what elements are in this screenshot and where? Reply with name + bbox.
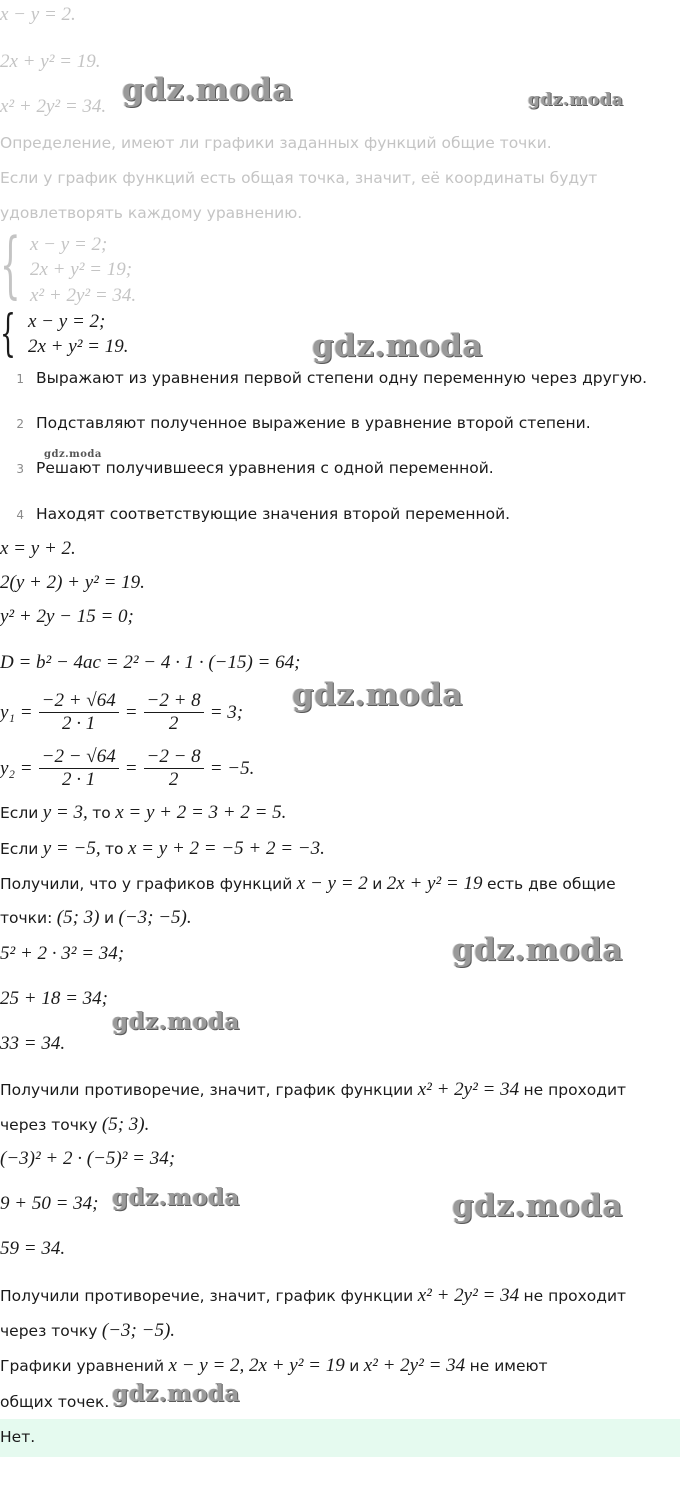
text: Получили противоречие, значит, график функции	[0, 1287, 414, 1305]
step-number: 1	[16, 372, 24, 386]
text: Получили противоречие, значит, график функции	[0, 1081, 414, 1099]
got-line-1	[0, 873, 616, 895]
check2-line-3: 59 = 34.	[0, 1238, 66, 1259]
math: .	[170, 1320, 176, 1341]
step-text: Подставляют полученное выражение в уравнение второй степени.	[36, 414, 591, 432]
faded-system-eq-3: x² + 2y² = 34.	[30, 285, 137, 306]
text: Если	[0, 840, 39, 858]
contra2-line-1	[0, 1285, 626, 1307]
text: и	[372, 875, 383, 893]
text: через точку	[0, 1116, 98, 1134]
faded-system-eq-1: x − y = 2;	[30, 234, 108, 255]
watermark-logo: gdz.moda	[292, 677, 463, 713]
y1-numerator-2: −2 + 8	[144, 690, 204, 713]
faded-system-eq-2: 2x + y² = 19;	[30, 259, 133, 280]
answer-box	[0, 1419, 680, 1457]
faded-para-3: удовлетворять каждому уравнению.	[0, 204, 303, 222]
if-line-2	[0, 838, 325, 860]
step-text: Решают получившееся уравнения с одной переменной.	[36, 459, 494, 477]
step-text: Выражают из уравнения первой степени одну переменную через другую.	[36, 369, 648, 387]
math: (5; 3)	[56, 907, 100, 928]
step-3	[0, 459, 494, 477]
math: y = 3,	[42, 802, 88, 823]
y1-denominator-2: 2	[168, 713, 179, 734]
text: есть две общие	[486, 875, 616, 893]
check2-line-1: (−3)² + 2 · (−5)² = 34;	[0, 1148, 176, 1169]
y1-fraction-2	[144, 690, 204, 735]
math: .	[186, 907, 192, 928]
y2-line	[0, 746, 254, 791]
equals-sign: =	[124, 701, 138, 723]
equals-sign: =	[124, 757, 138, 779]
faded-eq-3: x² + 2y² = 34.	[0, 96, 107, 117]
math: x² + 2y² = 34	[417, 1285, 520, 1306]
step-number: 3	[16, 462, 24, 476]
y2-numerator: −2 − √64	[39, 746, 119, 769]
faded-eq-2: 2x + y² = 19.	[0, 51, 101, 72]
step-number: 4	[16, 508, 24, 522]
solution-line-1: x = y + 2.	[0, 538, 76, 559]
text: через точку	[0, 1322, 98, 1340]
math: x² + 2y² = 34	[363, 1355, 466, 1376]
step-text: Находят соответствующие значения второй переменной.	[36, 505, 511, 523]
text: Получили, что у графиков функций	[0, 875, 293, 893]
y2-numerator-2: −2 − 8	[144, 746, 204, 769]
step-1	[0, 369, 647, 387]
y1-numerator: −2 + √64	[39, 690, 119, 713]
text: и	[103, 909, 115, 927]
step-number: 2	[16, 417, 24, 431]
got-line-2	[0, 907, 192, 929]
watermark-logo: gdz.moda	[452, 932, 623, 968]
math: x² + 2y² = 34	[417, 1079, 520, 1100]
step-4	[0, 505, 510, 523]
discriminant-line: D = b² − 4ac = 2² − 4 · 1 · (−15) = 64;	[0, 652, 301, 673]
math: x = y + 2 = 3 + 2 = 5.	[115, 802, 287, 823]
y2-fraction-2	[144, 746, 204, 791]
faded-para-1: Определение, имеют ли графики заданных функций общие точки.	[0, 134, 552, 152]
faded-para-2: Если у график функций есть общая точка, значит, её координаты будут	[0, 169, 598, 187]
y1-denominator: 2 · 1	[62, 713, 96, 734]
watermark-logo: gdz.moda	[112, 1008, 240, 1035]
watermark-logo: gdz.moda	[44, 449, 102, 460]
check2-line-2: 9 + 50 = 34;	[0, 1193, 99, 1214]
contra1-line-1	[0, 1079, 626, 1101]
math: (−3; −5)	[101, 1320, 171, 1341]
watermark-logo: gdz.moda	[312, 328, 483, 364]
system-brace: {	[0, 304, 16, 362]
math: (−3; −5)	[118, 907, 187, 928]
math: y = −5,	[42, 838, 101, 859]
y2-lhs: y₂ =	[0, 757, 33, 779]
y2-denominator-2: 2	[168, 769, 179, 790]
watermark-logo: gdz.moda	[112, 1184, 240, 1211]
system-eq-2: 2x + y² = 19.	[28, 336, 129, 357]
check1-line-1: 5² + 2 · 3² = 34;	[0, 943, 125, 964]
math: 2x + y² = 19	[386, 873, 483, 894]
contra1-line-2	[0, 1114, 149, 1136]
text: и	[349, 1357, 360, 1375]
system-eq-1: x − y = 2;	[28, 311, 106, 332]
text: не проходит	[523, 1081, 627, 1099]
watermark-logo: gdz.moda	[452, 1188, 623, 1224]
final-line-2: общих точек.	[0, 1393, 110, 1411]
final-line-1	[0, 1355, 548, 1377]
y2-result: = −5.	[209, 757, 255, 779]
faded-eq-1: x − y = 2.	[0, 4, 76, 25]
math: x − y = 2	[296, 873, 368, 894]
y1-fraction	[39, 690, 119, 735]
if-line-1	[0, 802, 286, 824]
text: точки:	[0, 909, 53, 927]
watermark-logo: gdz.moda	[528, 90, 624, 110]
answer-text: Нет.	[0, 1428, 36, 1446]
check1-line-2: 25 + 18 = 34;	[0, 988, 108, 1009]
text: не имеют	[469, 1357, 548, 1375]
math: x − y = 2, 2x + y² = 19	[168, 1355, 345, 1376]
text: не проходит	[523, 1287, 627, 1305]
contra2-line-2	[0, 1320, 175, 1342]
step-2	[0, 414, 591, 432]
check1-line-3: 33 = 34.	[0, 1033, 66, 1054]
y1-line	[0, 690, 243, 735]
text: Графики уравнений	[0, 1357, 165, 1375]
math: x = y + 2 = −5 + 2 = −3.	[128, 838, 325, 859]
math: (5; 3)	[101, 1114, 145, 1135]
faded-brace: {	[0, 222, 21, 306]
watermark-logo: gdz.moda	[112, 1380, 240, 1407]
text: то	[92, 804, 111, 822]
y2-fraction	[39, 746, 119, 791]
text: то	[105, 840, 124, 858]
y1-lhs: y₁ =	[0, 701, 33, 723]
math: .	[144, 1114, 150, 1135]
solution-line-3: y² + 2y − 15 = 0;	[0, 606, 134, 627]
y1-result: = 3;	[209, 701, 244, 723]
text: Если	[0, 804, 39, 822]
y2-denominator: 2 · 1	[62, 769, 96, 790]
solution-line-2: 2(y + 2) + y² = 19.	[0, 572, 145, 593]
watermark-logo: gdz.moda	[122, 72, 293, 108]
